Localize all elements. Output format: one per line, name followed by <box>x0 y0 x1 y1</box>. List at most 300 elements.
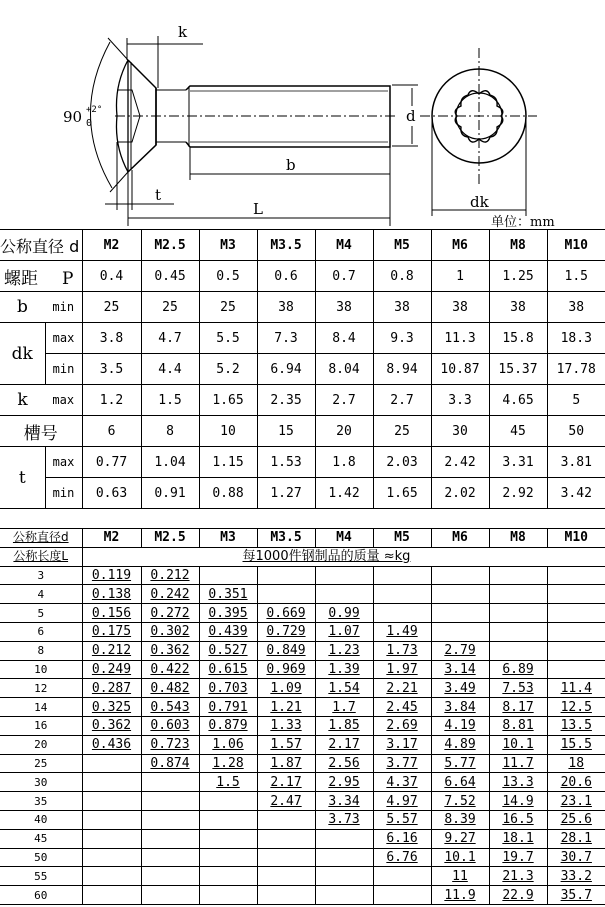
value-cell: 10.87 <box>431 354 489 385</box>
dim-angle-sub: 0 <box>86 118 93 129</box>
mass-cell <box>373 867 431 886</box>
mass-row <box>0 773 605 792</box>
value-cell: 2.35 <box>257 385 315 416</box>
mass-cell: 13.5 <box>547 716 605 735</box>
mass-row <box>0 660 605 679</box>
value-cell: 15.37 <box>489 354 547 385</box>
mass-table <box>0 528 605 905</box>
mass-cell: 1.87 <box>257 754 315 773</box>
value-cell: 7.3 <box>257 323 315 354</box>
mass-cell <box>257 810 315 829</box>
mass-cell: 0.175 <box>82 622 141 641</box>
mass-cell: 3.77 <box>373 754 431 773</box>
mass-cell <box>257 867 315 886</box>
mass-row <box>0 566 605 585</box>
mass-cell: 1.33 <box>257 716 315 735</box>
mass-cell: 0.119 <box>82 566 141 585</box>
value-cell: 25 <box>199 292 257 323</box>
mass-cell: 1.7 <box>315 698 373 717</box>
size-header: M8 <box>489 230 547 261</box>
mass-cell: 6.64 <box>431 773 489 792</box>
mass-cell: 8.17 <box>489 698 547 717</box>
value-cell: 3.3 <box>431 385 489 416</box>
size-header: M2 <box>82 230 141 261</box>
size-header: M10 <box>547 529 605 548</box>
mass-cell <box>489 622 547 641</box>
value-cell: 3.42 <box>547 478 605 509</box>
mass-cell: 7.52 <box>431 792 489 811</box>
length-cell: 10 <box>0 660 82 679</box>
mass-cell: 1.23 <box>315 641 373 660</box>
size-header: M2.5 <box>141 529 199 548</box>
mass-cell: 12.5 <box>547 698 605 717</box>
size-header: M6 <box>431 529 489 548</box>
value-cell: 38 <box>373 292 431 323</box>
mass-cell: 2.47 <box>257 792 315 811</box>
mass-cell <box>547 585 605 604</box>
mass-cell: 0.422 <box>141 660 199 679</box>
value-cell: 15.8 <box>489 323 547 354</box>
mass-cell <box>141 829 199 848</box>
value-cell: 11.3 <box>431 323 489 354</box>
mass-cell: 22.9 <box>489 886 547 905</box>
mass-cell: 6.16 <box>373 829 431 848</box>
mass-cell <box>199 810 257 829</box>
value-cell: 38 <box>489 292 547 323</box>
mass-cell: 0.791 <box>199 698 257 717</box>
mass-cell: 14.9 <box>489 792 547 811</box>
value-cell: 0.8 <box>373 261 431 292</box>
value-cell: 6 <box>82 416 141 447</box>
mass-cell: 0.543 <box>141 698 199 717</box>
mass-cell: 0.362 <box>82 716 141 735</box>
value-cell: 0.91 <box>141 478 199 509</box>
size-header: M4 <box>315 529 373 548</box>
t-max-row <box>0 447 605 478</box>
mass-cell: 0.99 <box>315 604 373 623</box>
mass-cell <box>199 566 257 585</box>
mass-cell: 4.37 <box>373 773 431 792</box>
mass-cell: 4.97 <box>373 792 431 811</box>
value-cell: 1.65 <box>373 478 431 509</box>
mass-cell: 0.603 <box>141 716 199 735</box>
value-cell: 4.65 <box>489 385 547 416</box>
mass-cell: 1.21 <box>257 698 315 717</box>
mass-cell <box>82 848 141 867</box>
length-cell: 60 <box>0 886 82 905</box>
value-cell: 9.3 <box>373 323 431 354</box>
value-cell: 2.42 <box>431 447 489 478</box>
value-cell: 1.15 <box>199 447 257 478</box>
value-cell: 0.5 <box>199 261 257 292</box>
mass-cell <box>547 660 605 679</box>
value-cell: 5.2 <box>199 354 257 385</box>
mass-cell: 18 <box>547 754 605 773</box>
value-cell: 1.27 <box>257 478 315 509</box>
value-cell: 25 <box>373 416 431 447</box>
mass-cell <box>431 566 489 585</box>
row-sublabel: min <box>45 292 82 323</box>
mass-cell <box>315 886 373 905</box>
mass-cell <box>547 622 605 641</box>
value-cell: 5 <box>547 385 605 416</box>
mass-cell: 20.6 <box>547 773 605 792</box>
value-cell: 1.04 <box>141 447 199 478</box>
value-cell: 8.04 <box>315 354 373 385</box>
mass-cell: 1.85 <box>315 716 373 735</box>
length-cell: 3 <box>0 566 82 585</box>
dim-angle-label: 90 <box>63 108 83 126</box>
size-header: M10 <box>547 230 605 261</box>
length-cell: 55 <box>0 867 82 886</box>
mass-cell: 5.77 <box>431 754 489 773</box>
value-cell: 1.5 <box>547 261 605 292</box>
mass-cell <box>82 867 141 886</box>
mass-cell <box>547 604 605 623</box>
value-cell: 1.65 <box>199 385 257 416</box>
mass-cell: 0.287 <box>82 679 141 698</box>
mass-cell <box>82 792 141 811</box>
mass-cell <box>82 829 141 848</box>
mass-cell: 18.1 <box>489 829 547 848</box>
dim-dk-label: dk <box>470 193 489 211</box>
mass-cell <box>141 810 199 829</box>
value-cell: 3.81 <box>547 447 605 478</box>
mass-row <box>0 641 605 660</box>
mass-cell <box>82 886 141 905</box>
mass-cell: 0.138 <box>82 585 141 604</box>
mass-cell: 1.07 <box>315 622 373 641</box>
value-cell: 38 <box>315 292 373 323</box>
mass-cell: 5.57 <box>373 810 431 829</box>
mass-cell: 11.7 <box>489 754 547 773</box>
mass-cell: 6.76 <box>373 848 431 867</box>
mass-cell: 33.2 <box>547 867 605 886</box>
mass-row <box>0 716 605 735</box>
mass-cell: 8.81 <box>489 716 547 735</box>
mass-cell: 0.482 <box>141 679 199 698</box>
size-header: M3.5 <box>257 230 315 261</box>
value-cell: 45 <box>489 416 547 447</box>
length-cell: 6 <box>0 622 82 641</box>
mass-cell: 0.729 <box>257 622 315 641</box>
value-cell: 8 <box>141 416 199 447</box>
mass-cell: 0.703 <box>199 679 257 698</box>
value-cell: 25 <box>141 292 199 323</box>
mass-cell: 35.7 <box>547 886 605 905</box>
mass-cell: 2.17 <box>315 735 373 754</box>
b-row <box>0 292 605 323</box>
length-cell: 35 <box>0 792 82 811</box>
unit-label: 单位：mm <box>491 215 555 230</box>
value-cell: 2.92 <box>489 478 547 509</box>
mass-cell <box>315 848 373 867</box>
mass-cell <box>315 867 373 886</box>
mass-cell: 2.45 <box>373 698 431 717</box>
mass-cell <box>82 810 141 829</box>
mass-cell <box>257 886 315 905</box>
mass-cell: 0.874 <box>141 754 199 773</box>
row-sublabel: min <box>45 478 82 509</box>
mass-cell <box>315 566 373 585</box>
value-cell: 2.7 <box>315 385 373 416</box>
mass-cell: 9.27 <box>431 829 489 848</box>
mass-cell: 7.53 <box>489 679 547 698</box>
mass-cell: 1.57 <box>257 735 315 754</box>
mass-cell: 0.849 <box>257 641 315 660</box>
spec-header-row <box>0 230 605 261</box>
mass-cell: 0.669 <box>257 604 315 623</box>
length-cell: 25 <box>0 754 82 773</box>
length-label: 公称长度L <box>0 547 82 566</box>
mass-cell <box>199 867 257 886</box>
value-cell: 1.25 <box>489 261 547 292</box>
length-cell: 8 <box>0 641 82 660</box>
mass-cell: 3.84 <box>431 698 489 717</box>
mass-cell: 1.97 <box>373 660 431 679</box>
pitch-row <box>0 261 605 292</box>
mass-cell: 1.54 <box>315 679 373 698</box>
length-cell: 12 <box>0 679 82 698</box>
value-cell: 4.7 <box>141 323 199 354</box>
mass-cell: 1.39 <box>315 660 373 679</box>
mass-cell <box>141 792 199 811</box>
value-cell: 0.88 <box>199 478 257 509</box>
mass-cell: 3.34 <box>315 792 373 811</box>
mass-cell: 10.1 <box>489 735 547 754</box>
mass-row <box>0 698 605 717</box>
mass-cell: 21.3 <box>489 867 547 886</box>
mass-cell: 0.436 <box>82 735 141 754</box>
value-cell: 8.4 <box>315 323 373 354</box>
dim-angle-sup: +2° <box>86 105 103 115</box>
screw-drawing <box>0 0 605 218</box>
mass-cell: 0.351 <box>199 585 257 604</box>
value-cell: 20 <box>315 416 373 447</box>
value-cell: 0.45 <box>141 261 199 292</box>
row-sublabel-text: P <box>62 268 74 289</box>
mass-cell: 2.95 <box>315 773 373 792</box>
value-cell: 0.77 <box>82 447 141 478</box>
mass-row <box>0 867 605 886</box>
value-cell: 38 <box>547 292 605 323</box>
mass-cell <box>373 886 431 905</box>
mass-cell: 28.1 <box>547 829 605 848</box>
mass-cell <box>373 585 431 604</box>
row-label: dk <box>0 323 45 385</box>
mass-cell: 30.7 <box>547 848 605 867</box>
mass-cell: 0.439 <box>199 622 257 641</box>
value-cell: 38 <box>257 292 315 323</box>
value-cell: 2.03 <box>373 447 431 478</box>
length-cell: 30 <box>0 773 82 792</box>
value-cell: 3.31 <box>489 447 547 478</box>
value-cell: 1.2 <box>82 385 141 416</box>
mass-cell: 1.49 <box>373 622 431 641</box>
value-cell: 0.4 <box>82 261 141 292</box>
mass-cell: 23.1 <box>547 792 605 811</box>
size-header: M3 <box>199 529 257 548</box>
size-header: M4 <box>315 230 373 261</box>
mass-cell: 0.272 <box>141 604 199 623</box>
value-cell: 18.3 <box>547 323 605 354</box>
mass-cell <box>547 566 605 585</box>
length-cell: 4 <box>0 585 82 604</box>
mass-cell <box>489 604 547 623</box>
size-header: M5 <box>373 529 431 548</box>
mass-cell: 4.89 <box>431 735 489 754</box>
socket-row <box>0 416 605 447</box>
mass-cell: 3.49 <box>431 679 489 698</box>
row-label: t <box>0 447 45 509</box>
mass-cell: 0.242 <box>141 585 199 604</box>
mass-cell: 2.21 <box>373 679 431 698</box>
mass-header-row <box>0 529 605 548</box>
mass-cell: 4.19 <box>431 716 489 735</box>
mass-cell: 2.17 <box>257 773 315 792</box>
mass-cell: 0.362 <box>141 641 199 660</box>
mass-row <box>0 810 605 829</box>
mass-cell <box>431 622 489 641</box>
dim-b-label: b <box>286 156 296 174</box>
value-cell: 8.94 <box>373 354 431 385</box>
length-cell: 40 <box>0 810 82 829</box>
row-label: k <box>0 385 45 416</box>
mass-cell: 0.302 <box>141 622 199 641</box>
size-header: M3 <box>199 230 257 261</box>
row-sublabel: max <box>45 447 82 478</box>
length-cell: 45 <box>0 829 82 848</box>
mass-cell: 3.17 <box>373 735 431 754</box>
mass-cell: 1.5 <box>199 773 257 792</box>
mass-cell <box>547 641 605 660</box>
value-cell: 2.02 <box>431 478 489 509</box>
mass-cell: 0.249 <box>82 660 141 679</box>
value-cell: 50 <box>547 416 605 447</box>
mass-cell: 1.06 <box>199 735 257 754</box>
value-cell: 1.5 <box>141 385 199 416</box>
dim-k-label: k <box>178 23 188 41</box>
value-cell: 5.5 <box>199 323 257 354</box>
mass-cell <box>82 754 141 773</box>
value-cell: 6.94 <box>257 354 315 385</box>
mass-cell: 10.1 <box>431 848 489 867</box>
dim-L-label: L <box>253 200 263 218</box>
mass-row <box>0 585 605 604</box>
value-cell: 15 <box>257 416 315 447</box>
dk-max-row <box>0 323 605 354</box>
mass-cell <box>82 773 141 792</box>
row-label-text: 螺距 <box>4 268 38 289</box>
mass-cell <box>489 566 547 585</box>
size-header: M3.5 <box>257 529 315 548</box>
length-cell: 20 <box>0 735 82 754</box>
value-cell: 25 <box>82 292 141 323</box>
value-cell: 1.53 <box>257 447 315 478</box>
mass-cell <box>199 886 257 905</box>
mass-cell: 2.56 <box>315 754 373 773</box>
mass-cell: 0.879 <box>199 716 257 735</box>
row-label: 槽号 <box>0 416 82 447</box>
row-sublabel: min <box>45 354 82 385</box>
dk-min-row <box>0 354 605 385</box>
mass-cell: 1.73 <box>373 641 431 660</box>
row-label <box>0 261 82 292</box>
mass-caption: 每1000件钢制品的质量 ≈kg <box>82 547 605 566</box>
value-cell: 30 <box>431 416 489 447</box>
mass-row <box>0 829 605 848</box>
mass-cell: 15.5 <box>547 735 605 754</box>
mass-cell: 0.527 <box>199 641 257 660</box>
mass-cell <box>315 585 373 604</box>
mass-row <box>0 848 605 867</box>
row-sublabel: max <box>45 323 82 354</box>
size-header: M2 <box>82 529 141 548</box>
mass-cell: 13.3 <box>489 773 547 792</box>
dim-t-label: t <box>155 186 162 204</box>
size-header: M2.5 <box>141 230 199 261</box>
mass-cell: 25.6 <box>547 810 605 829</box>
mass-cell <box>489 585 547 604</box>
mass-cell <box>257 585 315 604</box>
length-cell: 5 <box>0 604 82 623</box>
mass-cell: 0.156 <box>82 604 141 623</box>
size-header: M5 <box>373 230 431 261</box>
mass-cell <box>431 604 489 623</box>
mass-cell: 3.14 <box>431 660 489 679</box>
dim-d-label: d <box>406 107 416 125</box>
header-label: 公称直径d <box>0 529 82 548</box>
value-cell: 2.7 <box>373 385 431 416</box>
length-cell: 14 <box>0 698 82 717</box>
mass-cell: 11.4 <box>547 679 605 698</box>
mass-cell: 1.28 <box>199 754 257 773</box>
mass-cell: 2.69 <box>373 716 431 735</box>
value-cell: 38 <box>431 292 489 323</box>
mass-cell <box>199 848 257 867</box>
mass-cell: 0.723 <box>141 735 199 754</box>
mass-row <box>0 604 605 623</box>
mass-cell: 0.969 <box>257 660 315 679</box>
mass-cell <box>141 773 199 792</box>
value-cell: 1.42 <box>315 478 373 509</box>
value-cell: 3.5 <box>82 354 141 385</box>
mass-cell <box>315 829 373 848</box>
value-cell: 0.7 <box>315 261 373 292</box>
mass-cell: 0.212 <box>141 566 199 585</box>
mass-cell <box>141 867 199 886</box>
value-cell: 1.8 <box>315 447 373 478</box>
mass-cell <box>199 829 257 848</box>
mass-cell <box>373 604 431 623</box>
spec-table <box>0 229 605 509</box>
mass-cell: 0.395 <box>199 604 257 623</box>
value-cell: 0.6 <box>257 261 315 292</box>
mass-cell: 11.9 <box>431 886 489 905</box>
length-cell: 50 <box>0 848 82 867</box>
row-label: b <box>0 292 45 323</box>
size-header: M8 <box>489 529 547 548</box>
mass-cell: 0.325 <box>82 698 141 717</box>
mass-cell: 6.89 <box>489 660 547 679</box>
mass-cell: 3.73 <box>315 810 373 829</box>
mass-cell: 1.09 <box>257 679 315 698</box>
mass-caption-row <box>0 547 605 566</box>
mass-row <box>0 886 605 905</box>
value-cell: 0.63 <box>82 478 141 509</box>
mass-cell <box>373 566 431 585</box>
value-cell: 4.4 <box>141 354 199 385</box>
